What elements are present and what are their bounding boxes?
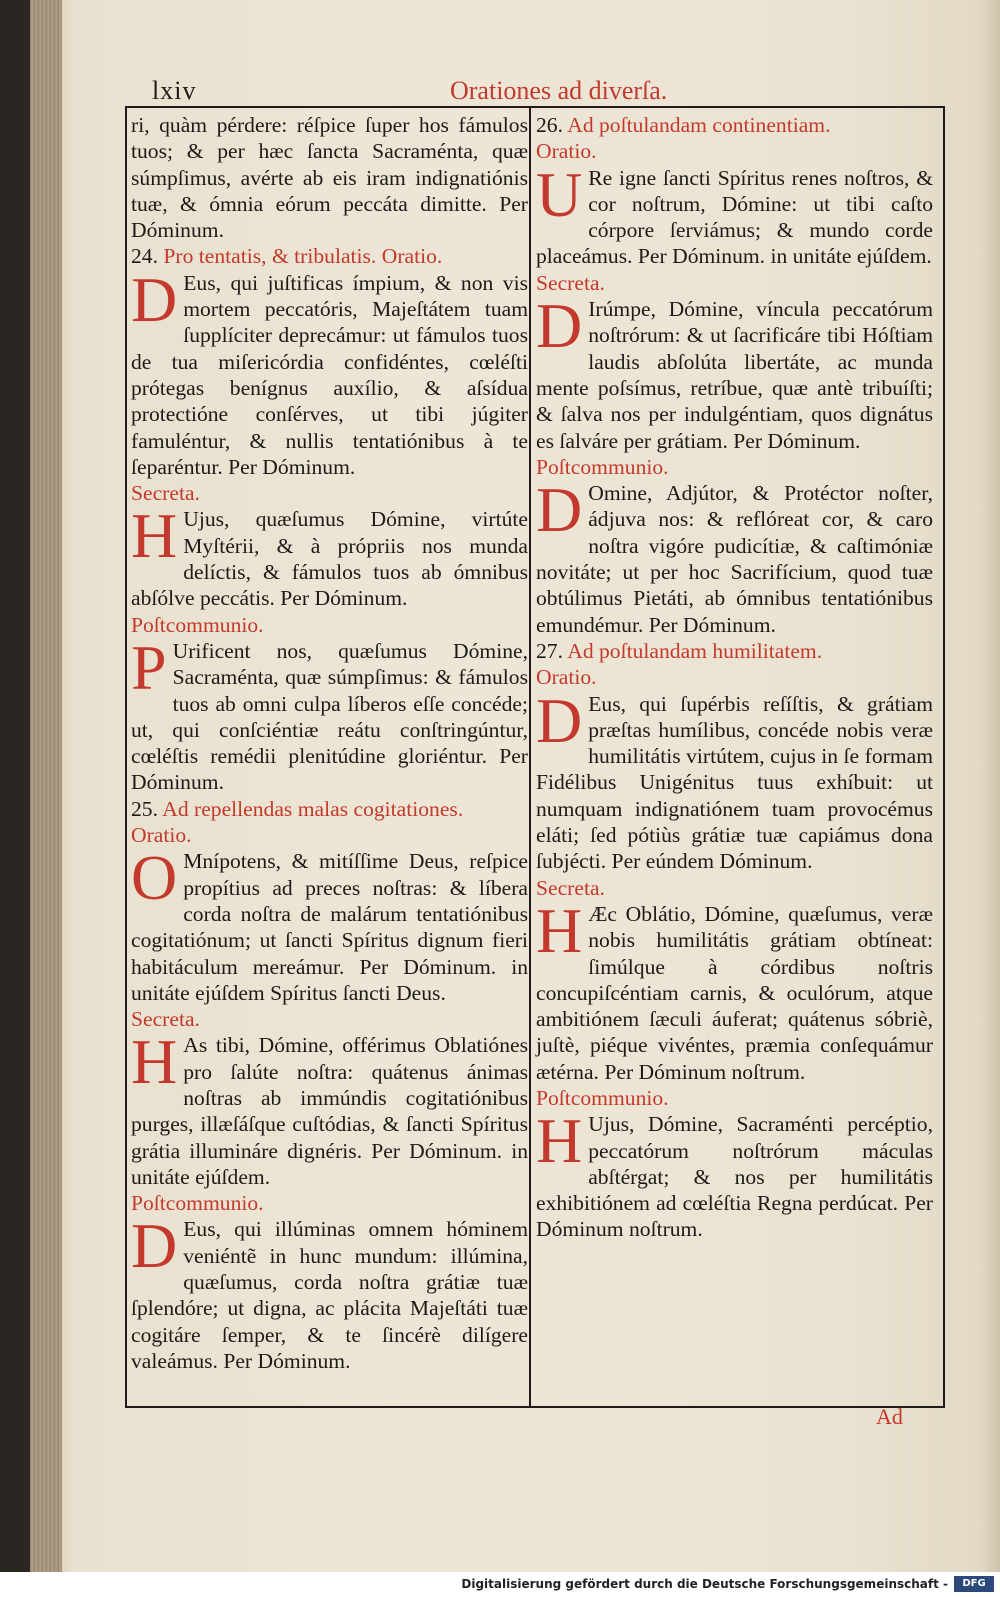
rubric-postcommunio: Poſtcommunio.: [131, 612, 264, 637]
prayer-text: Irúmpe, Dómine, víncula peccatórum noſtrórum: & ut ſacrificáre tibi Hóſtiam laudis abſolúta libertáte, ac munda mente poſsímus, retríbue, quæ antè tribuíſti; & ſalva nos per indulgéntiam, quos dignátus es ſalváre per grátiam. Per Dóminum.: [536, 297, 933, 453]
section-number: 25.: [131, 796, 158, 821]
column-divider: [529, 108, 531, 1406]
drop-initial: O: [131, 842, 178, 914]
drop-initial: P: [131, 631, 167, 703]
rubric-oratio: Oratio.: [536, 665, 597, 690]
continued-prayer: ri, quàm pérdere: réſpice ſuper hos fámulos tuos; & per hæc ſancta Sacraménta, quæ súmpſimus, avérte ab eis iram indignatiónis tuæ, & ómnia eórum peccáta dimitte. Per Dóminum.: [131, 113, 528, 243]
prayer-text: Eus, qui juſtificas ímpium, & non vis mortem peccatóris, Majeſtátem tuam ſupplíciter deprecámur: ut fámulos tuos de tua miſericórdia confidéntes, cœléſti prótegas benígnus auxílio, & aſsídua protectióne conſérves, ut tibi júgiter famuléntur, & nullis tentatiónibus à te ſeparéntur. Per Dóminum.: [131, 270, 528, 479]
drop-initial: U: [536, 158, 583, 230]
postcommunio-25: [131, 1210, 528, 1374]
drop-initial: D: [536, 684, 583, 756]
section-heading-25: [131, 796, 528, 822]
secreta-25: [131, 1026, 528, 1190]
prayer-text: As tibi, Dómine, offérimus Oblatiónes pro ſalúte noſtra: quátenus ánimas noſtras ab immúndis cogitatiónibus purges, illæſáſque cuſtódias, & ſancti Spíritus grátia illumináre dignéris. Per Dóminum. in unitáte ejúſdem.: [131, 1033, 528, 1189]
rubric-postcommunio: Poſtcommunio.: [131, 1191, 264, 1216]
rubric-secreta: Secreta.: [536, 875, 605, 900]
postcommunio-27: [536, 1105, 933, 1242]
oratio-26: [536, 158, 933, 270]
page-header: [0, 76, 1000, 110]
right-column: [536, 112, 933, 1243]
running-title: Orationes ad diverſa.: [450, 76, 668, 105]
prayer-text: Eus, qui illúminas omnem hóminem veniéntẽ in hunc mundum: illúmina, quæſumus, corda noſtra grátiæ tuæ ſplendóre; ut digna, ac plácita Majeſtáti tuæ cogitáre ſemper, & te ſincérè dilígere valeámus. Per Dóminum.: [131, 1217, 528, 1373]
rubric-secreta: Secreta.: [131, 1007, 200, 1032]
left-column: [131, 112, 528, 1374]
prayer-text: Urificent nos, quæſumus Dómine, Sacraménta, quæ súmpſimus: & fámulos tuos ab omni culpa líberos eſſe concéde; ut, qui conſciéntiæ reátu conſtringúntur, cœléſtis remédii plenitúdine gloriéntur. Per Dóminum.: [131, 638, 528, 795]
prayer-text: Re igne ſancti Spíritus renes noſtros, & cor noſtrum, Dómine: ut tibi caſto córpore ſerviámus; & mundo corde placeámus. Per Dóminum. in unitáte ejúſdem.: [536, 165, 933, 269]
drop-initial: H: [131, 500, 178, 572]
rubric-postcommunio: Poſtcommunio.: [536, 454, 669, 479]
oratio-25: [131, 842, 528, 1006]
section-heading-24: [131, 243, 528, 269]
postcommunio-26: [536, 474, 933, 638]
catchword: Ad: [876, 1404, 903, 1429]
dfg-logo: DFG: [954, 1576, 994, 1592]
digitization-footer: [0, 1572, 1000, 1597]
drop-initial: H: [536, 894, 583, 966]
section-heading-26: [536, 112, 933, 138]
drop-initial: H: [536, 1105, 583, 1177]
rubric-oratio: Oratio.: [131, 823, 192, 848]
rubric-secreta: Secreta.: [131, 481, 200, 506]
drop-initial: H: [131, 1026, 178, 1098]
section-title: Ad repellendas malas cogitationes.: [162, 796, 464, 821]
rubric-oratio: Oratio.: [536, 139, 597, 164]
rubric-secreta: Secreta.: [536, 270, 605, 295]
section-title: Ad poſtulandam humilitatem.: [567, 638, 823, 663]
section-number: 26.: [536, 113, 563, 137]
secreta-26: [536, 290, 933, 454]
section-heading-27: [536, 638, 933, 664]
drop-initial: D: [131, 263, 178, 335]
prayer-text: Eus, qui ſupérbis reſíſtis, & grátiam præſtas humílibus, concéde nobis veræ humilitátis virtútem, cujus in ſe formam Fidélibus Unigénitus tuus exhíbuit: ut numquam indignatiónem tuam provocémus eláti; ſed pótiùs grátiæ tuæ capiámus dona ſubjécti. Per eúndem Dóminum.: [536, 691, 933, 874]
prayer-text: Æc Oblátio, Dómine, quæſumus, veræ nobis humilitátis grátiam obtíneat: ſimúlque à córdibus noſtris concupiſcéntiam carnis, & oculórum, atque ambitiónem ſæculi áuferat; quátenus sóbriè, juſtè, piéque vivéntes, præmia conſequámur ætérna. Per Dóminum noſtrum.: [536, 901, 933, 1084]
drop-initial: D: [536, 290, 583, 362]
section-title: Pro tentatis, & tribulatis. Oratio.: [163, 244, 443, 269]
prayer-text: Mnípotens, & mitíſſime Deus, reſpice propítius ad preces noſtras: & líbera corda noſtra de malárum tentatiónibus cogitatiónum; ut ſancti Spíritus dignum fieri habitáculum mereámur. Per Dóminum. in unitáte ejúſdem Spíritus ſancti Deus.: [131, 849, 528, 1005]
footer-credit: Digitalisierung gefördert durch die Deutsche Forschungsgemeinschaft -: [461, 1577, 948, 1591]
prayer-text: Ujus, Dómine, Sacraménti percéptio, peccatórum noſtrórum máculas abſtérgat; & nos per humilitátis exhibitiónem ad cœléſtia Regna perdúcat. Per Dóminum noſtrum.: [536, 1112, 933, 1242]
section-title: Ad poſtulandam continentiam.: [567, 113, 831, 137]
rubric-postcommunio: Poſtcommunio.: [536, 1085, 669, 1110]
oratio-27: [536, 684, 933, 875]
prayer-text: Ujus, quæſumus Dómine, virtúte Myſtérii, & à própriis nos munda delíctis, & fámulos tuos ab ómnibus abſólve peccátis. Per Dóminum.: [131, 507, 528, 611]
folio-number: lxiv: [152, 76, 197, 105]
section-number: 27.: [536, 638, 563, 663]
drop-initial: D: [131, 1210, 178, 1282]
section-number: 24.: [131, 244, 158, 269]
postcommunio-24: [131, 631, 528, 796]
secreta-27: [536, 894, 933, 1085]
secreta-24: [131, 500, 528, 611]
prayer-text: Omine, Adjútor, & Protéctor noſter, ádjuva nos: & reflóreat cor, & caro noſtra vigóre pudicítiæ, & caſtimóniæ novitáte; ut per hoc Sacrifícium, quod tuæ obtúlimus Pietáti, ab ómnibus tentatiónibus emundémur. Per Dóminum.: [536, 481, 933, 637]
oratio-24: [131, 263, 528, 480]
drop-initial: D: [536, 474, 583, 546]
page-edge: [30, 0, 62, 1572]
